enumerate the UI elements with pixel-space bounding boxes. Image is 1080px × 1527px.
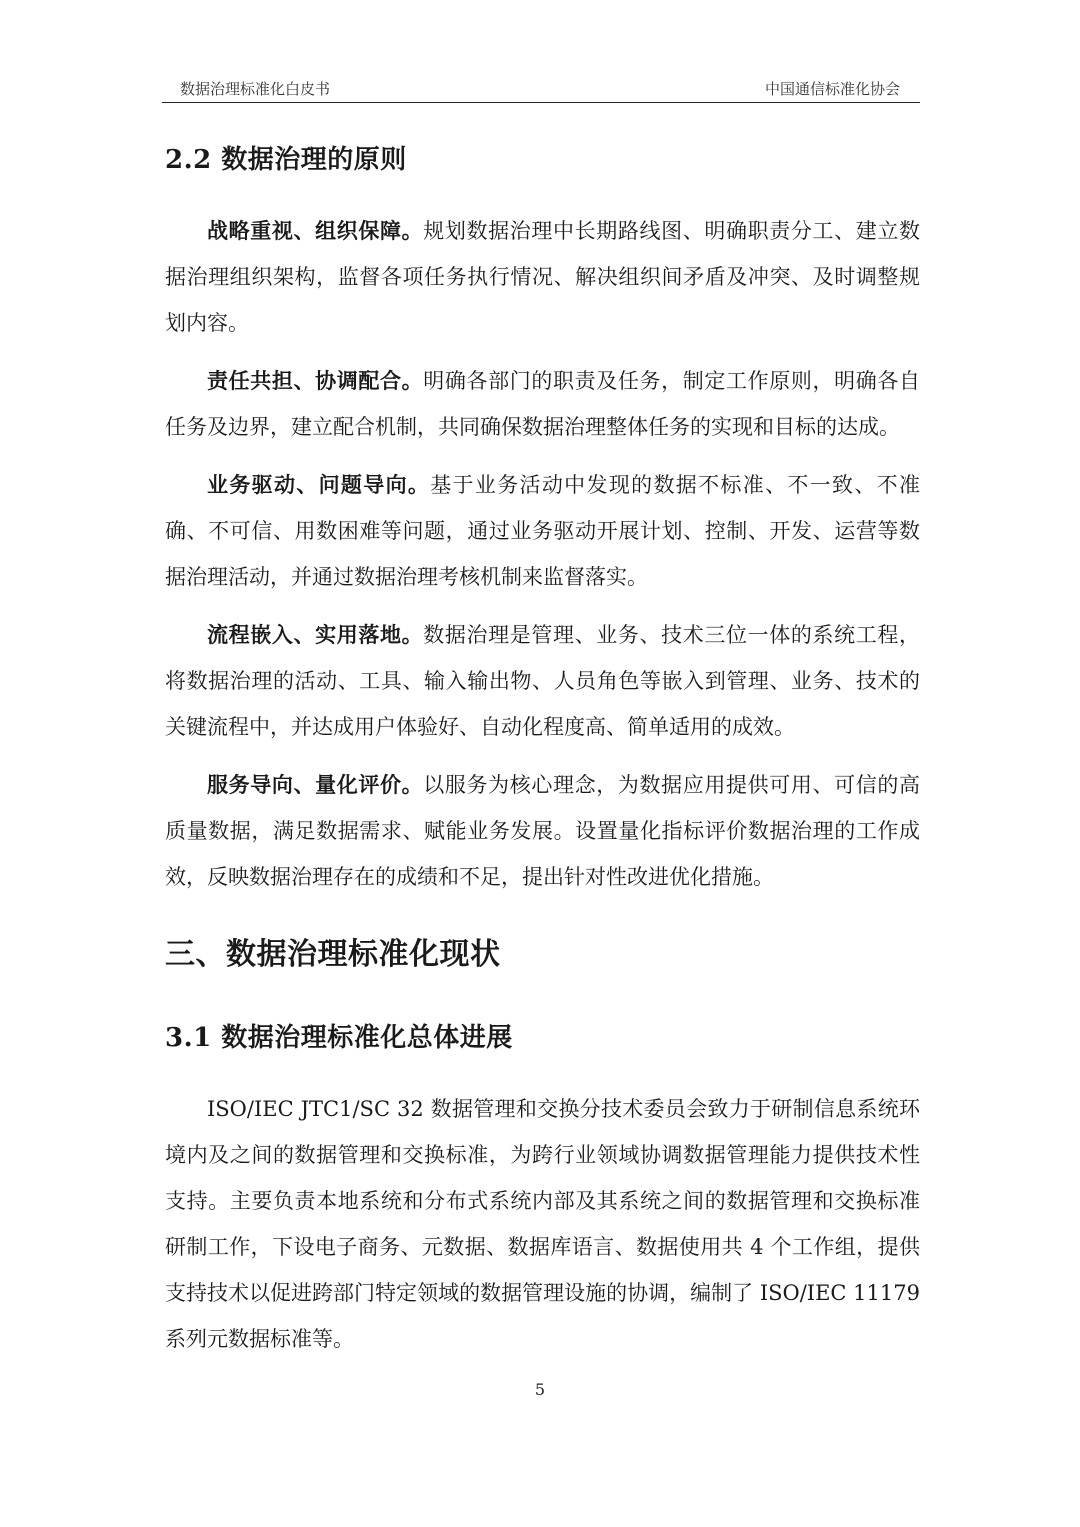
section-2-2-title: 2.2 数据治理的原则: [165, 145, 407, 175]
principle-lead: 流程嵌入、实用落地。: [207, 622, 424, 647]
page-number: 5: [534, 1380, 546, 1399]
page-header: [162, 72, 920, 103]
principle-paragraph: [165, 208, 920, 346]
principle-lead: 责任共担、协调配合。: [207, 368, 424, 393]
principle-text: 规划数据治理中长期路线图、明确职责分工、建立数据治理组织架构，监督各项任务执行情况、解决组织间矛盾及冲突、及时调整规划内容。: [165, 219, 920, 335]
section-3-1-paragraph: ISO/IEC JTC1/SC 32 数据管理和交换分技术委员会致力于研制信息系统环境内及之间的数据管理和交换标准，为跨行业领域协调数据管理能力提供技术性支持。主要负责本地系统和分布式系统内部及其系统之间的数据管理和交换标准研制工作，下设电子商务、元数据、数据库语言、数据使用共 4 个工作组，提供支持技术以促进跨部门特定领域的数据管理设施的协调，编制了 ISO/IEC 11179 系列元数据标准等。: [165, 1097, 920, 1351]
principle-text: 明确各部门的职责及任务，制定工作原则，明确各自任务及边界，建立配合机制，共同确保数据治理整体任务的实现和目标的达成。: [165, 369, 920, 439]
principle-lead: 战略重视、组织保障。: [207, 218, 424, 243]
principle-paragraph: [165, 612, 920, 750]
principle-lead: 服务导向、量化评价。: [207, 772, 424, 797]
principle-paragraph: [165, 762, 920, 900]
page-content: [165, 138, 920, 1362]
header-document-title: 数据治理标准化白皮书: [180, 80, 331, 98]
header-organization: 中国通信标准化协会: [764, 80, 900, 98]
principle-paragraph: [165, 358, 920, 450]
principle-text: 以服务为核心理念，为数据应用提供可用、可信的高质量数据，满足数据需求、赋能业务发展。设置量化指标评价数据治理的工作成效，反映数据治理存在的成绩和不足，提出针对性改进优化措施。: [165, 773, 920, 889]
chapter-3-title: 三、数据治理标准化现状: [165, 937, 501, 972]
section-3-1-title: 3.1 数据治理标准化总体进展: [165, 1023, 513, 1053]
principle-text: 基于业务活动中发现的数据不标准、不一致、不准确、不可信、用数困难等问题，通过业务驱动开展计划、控制、开发、运营等数据治理活动，并通过数据治理考核机制来监督落实。: [165, 473, 921, 589]
principle-paragraph: [165, 462, 920, 600]
principle-text: 数据治理是管理、业务、技术三位一体的系统工程，将数据治理的活动、工具、输入输出物、人员角色等嵌入到管理、业务、技术的关键流程中，并达成用户体验好、自动化程度高、简单适用的成效。: [165, 623, 920, 739]
principle-lead: 业务驱动、问题导向。: [207, 472, 431, 497]
